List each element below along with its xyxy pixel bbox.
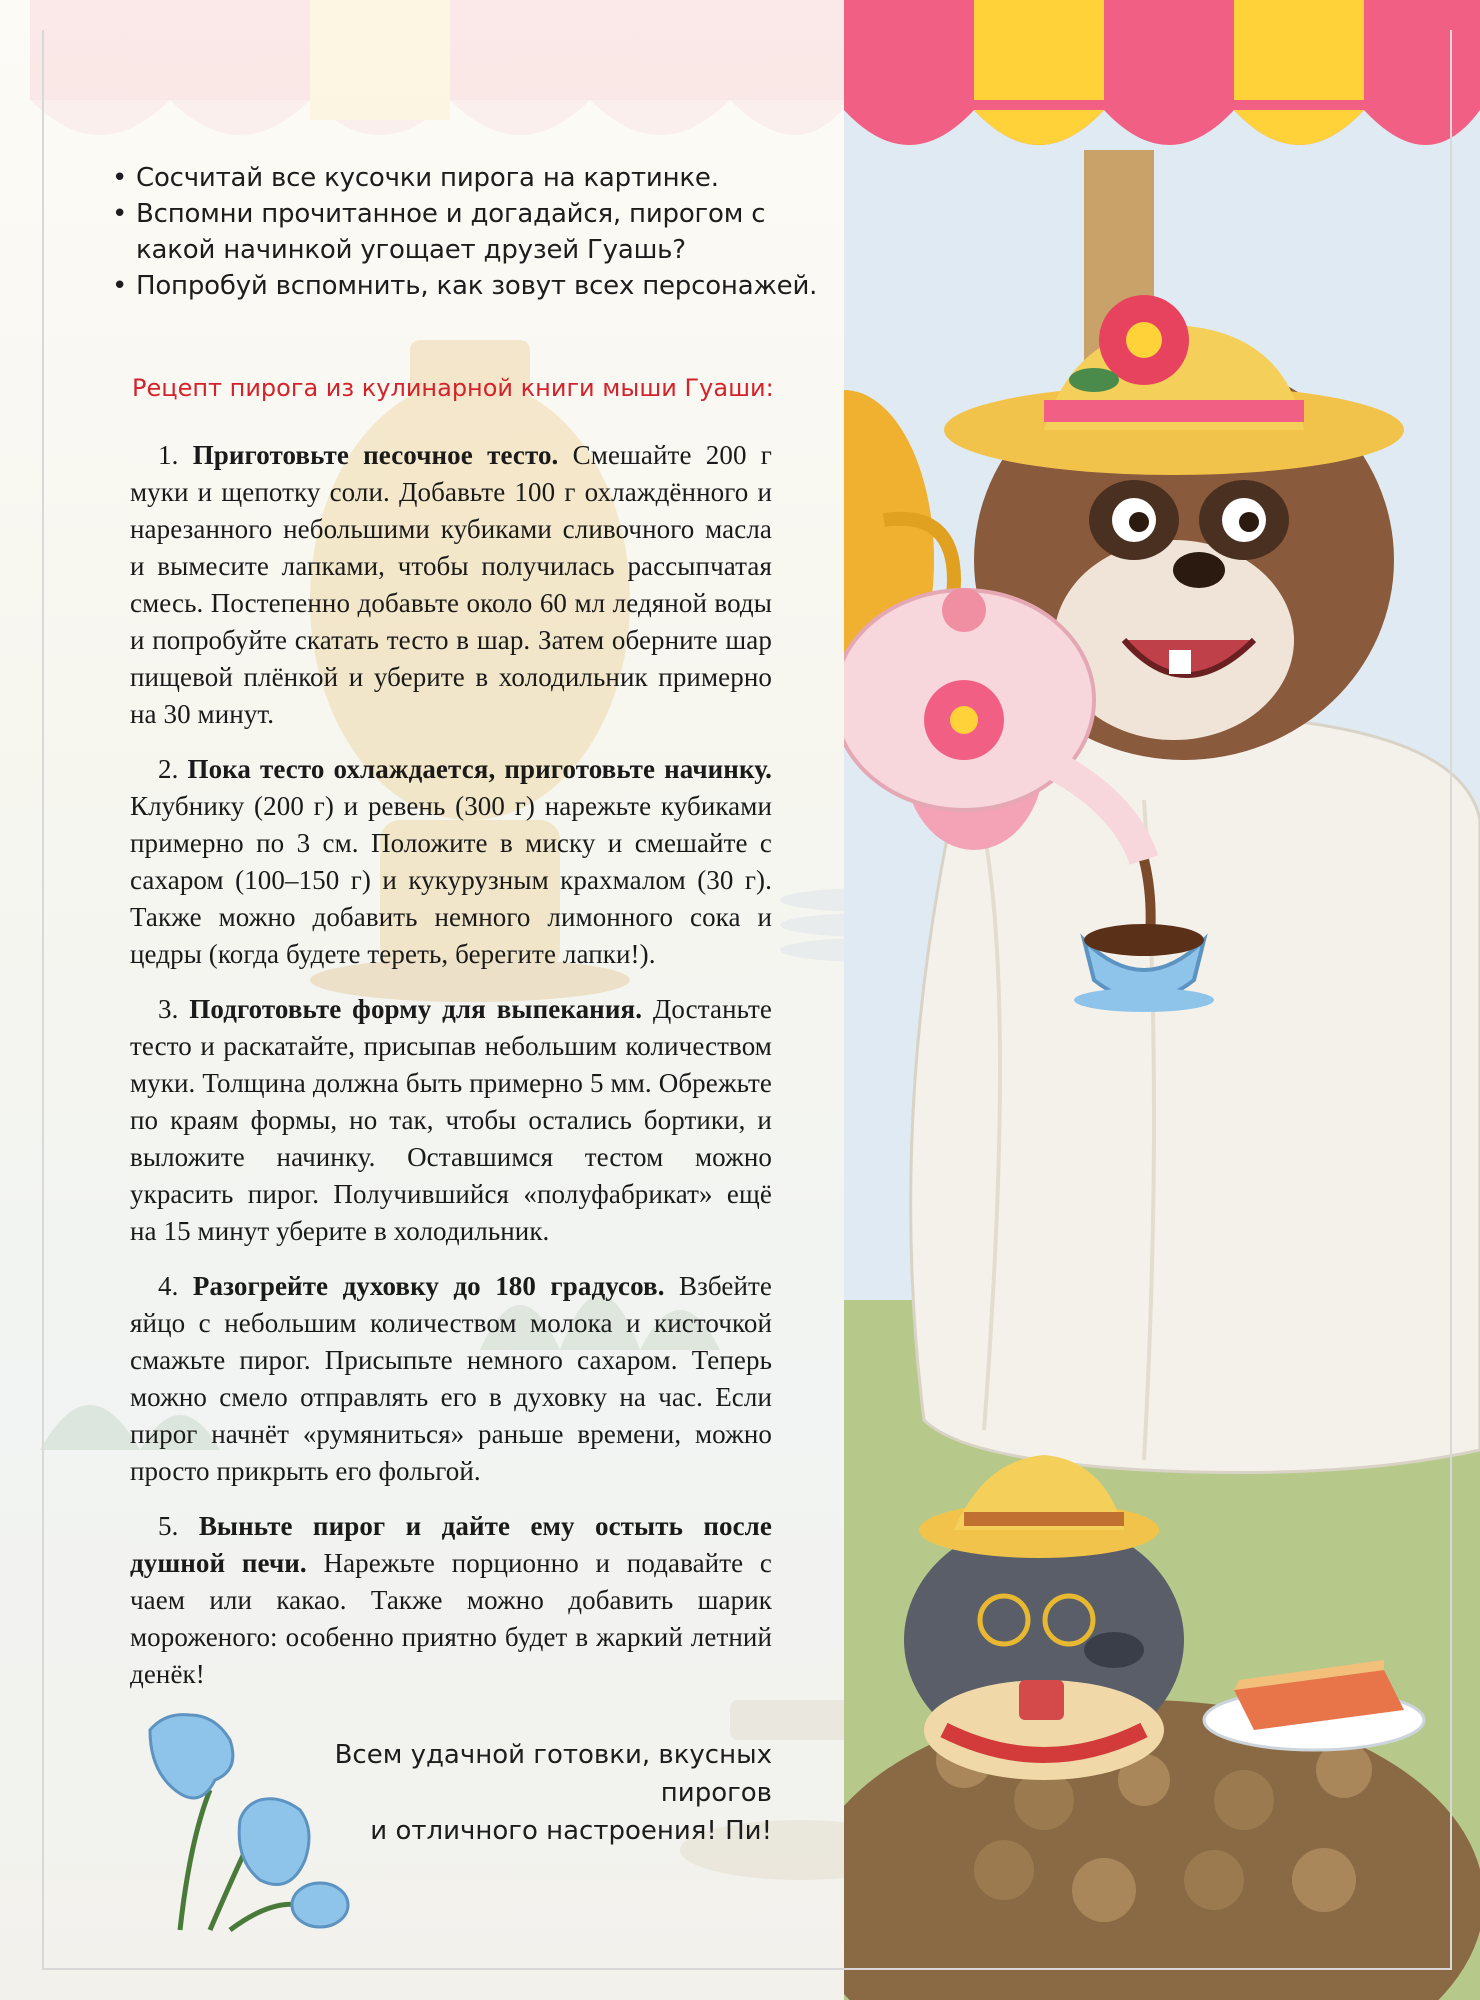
bullet: • — [112, 271, 128, 301]
step-number: 4. — [158, 1271, 179, 1301]
task-text: Сосчитай все кусочки пирога на картинке. — [136, 163, 719, 193]
recipe-title: Рецепт пирога из кулинарной книги мыши Гуаши: — [132, 374, 774, 402]
step-heading: Приготовьте песочное тесто. — [192, 440, 559, 470]
step-text: Достаньте тесто и раскатайте, присыпав небольшим количеством муки. Толщина должна быть примерно 5 мм. Обрежьте по краям формы, но так, чтобы остались бортики, и выложите начинку. Оставшимся тестом можно украсить пирог. Получившийся «полуфабрикат» ещё на 15 минут уберите в холодильник. — [130, 994, 772, 1246]
task-text: Вспомни прочитанное и догадайся, пирогом с какой начинкой угощает друзей Гуашь? — [136, 199, 766, 265]
closing-message — [240, 1736, 772, 1850]
illustration-panel — [844, 0, 1480, 2000]
step-heading: Подготовьте форму для выпекания. — [189, 994, 643, 1024]
bullet: • — [112, 163, 128, 193]
closing-line: и отличного настроения! Пи! — [370, 1816, 772, 1846]
recipe-step — [130, 991, 772, 1250]
recipe-step — [130, 1508, 772, 1693]
task-list — [110, 160, 830, 304]
task-text: Попробуй вспомнить, как зовут всех персонажей. — [136, 271, 818, 301]
task-item — [110, 160, 830, 196]
page-border-right — [1450, 30, 1452, 1970]
page-border-left — [42, 30, 44, 1970]
recipe-steps — [130, 437, 772, 1711]
step-number: 1. — [158, 440, 179, 470]
step-text: Нарежьте порционно и подавайте с чаем или какао. Также можно добавить шарик мороженого: особенно приятно будет в жаркий летний денёк! — [130, 1548, 772, 1689]
step-number: 2. — [158, 754, 179, 784]
step-text: Взбейте яйцо с небольшим количеством молока и кисточкой смажьте пирог. Присыпьте немного сахаром. Теперь можно смело отправлять его в духовку на час. Если пирог начнёт «румяниться» раньше времени, можно просто прикрыть его фольгой. — [130, 1271, 772, 1486]
recipe-step — [130, 751, 772, 973]
recipe-step — [130, 437, 772, 733]
page-border-bottom — [42, 1968, 1452, 1970]
task-item — [110, 196, 786, 268]
bullet: • — [112, 199, 128, 229]
awning-icon — [844, 0, 1480, 145]
task-item — [110, 268, 830, 304]
recipe-step — [130, 1268, 772, 1490]
faded-awning — [30, 0, 850, 135]
step-heading: Разогрейте духовку до 180 градусов. — [192, 1271, 665, 1301]
step-heading: Пока тесто охлаждается, приготовьте начинку. — [187, 754, 772, 784]
step-text: Клубнику (200 г) и ревень (300 г) нарежьте кубиками примерно по 3 см. Положите в миску и смешайте с сахаром (100–150 г) и кукурузным крахмалом (30 г). Также можно добавить немного лимонного сока и цедры (когда будете тереть, берегите лапки!). — [130, 791, 772, 969]
step-text: Смешайте 200 г муки и щепотку соли. Добавьте 100 г охлаждённого и нарезанного небольшими кубиками сливочного масла и вымесите лапками, чтобы получилась рассыпчатая смесь. Постепенно добавьте около 60 мл ледяной воды и попробуйте скатать тесто в шар. Затем оберните шар пищевой плёнкой и уберите в холодильник примерно на 30 минут. — [130, 440, 772, 729]
closing-line: Всем удачной готовки, вкусных пирогов — [334, 1740, 772, 1808]
teacup-icon — [1074, 924, 1214, 1012]
step-heading: Выньте пирог и дайте ему остыть после душной печи. — [130, 1511, 772, 1578]
step-number: 3. — [158, 994, 179, 1024]
step-number: 5. — [158, 1511, 179, 1541]
